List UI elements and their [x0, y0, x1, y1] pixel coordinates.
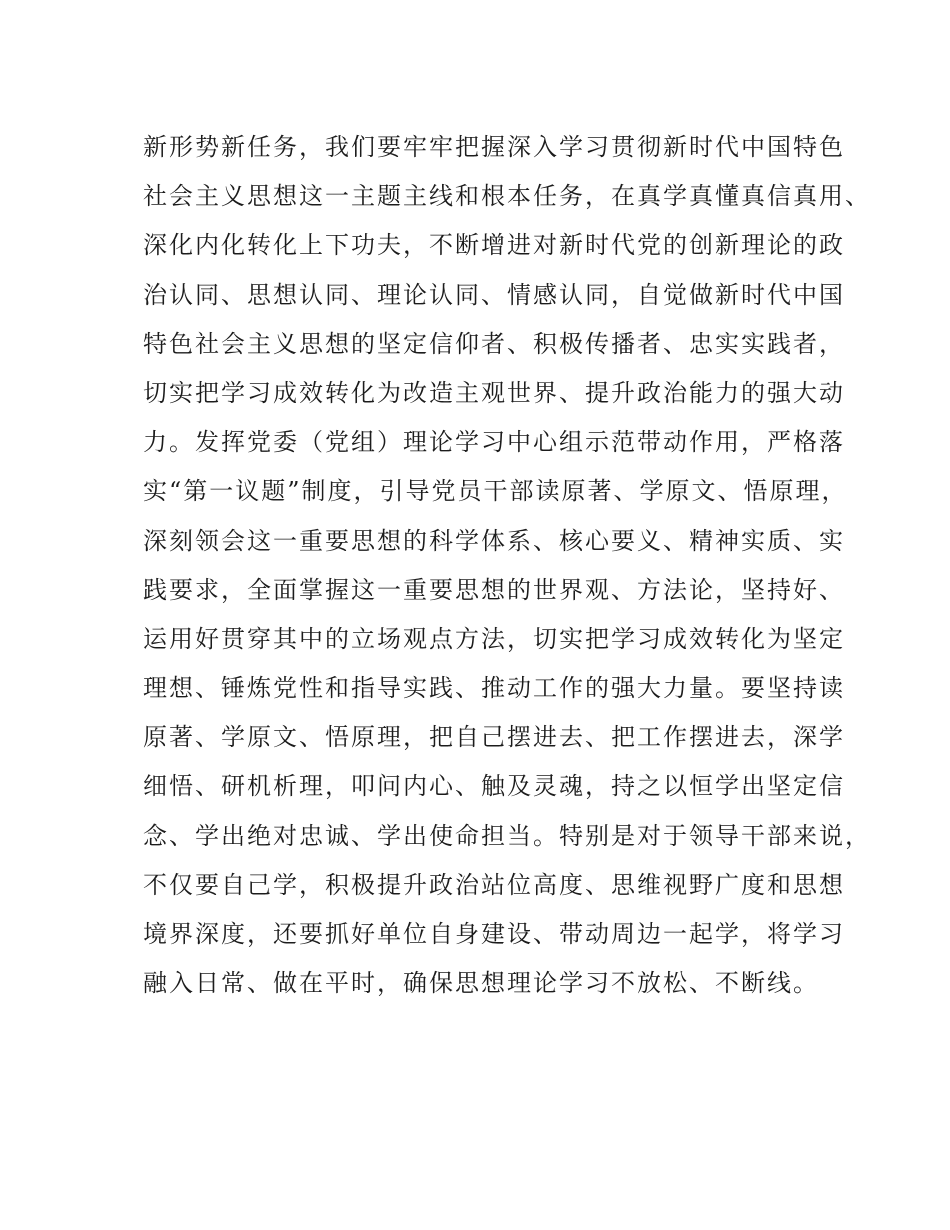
text-line: 新形势新任务，我们要牢牢把握深入学习贯彻新时代中国特色 [143, 133, 845, 161]
text-line: 社会主义思想这一主题主线和根本任务，在真学真懂真信真用、 [143, 182, 871, 211]
text-line: 原著、学原文、悟原理，把自己摆进去、把工作摆进去，深学 [143, 723, 845, 752]
text-line: 不仅要自己学，积极提升政治站位高度、思维视野广度和思想 [143, 870, 845, 899]
text-line: 践要求，全面掌握这一重要思想的世界观、方法论，坚持好、 [143, 575, 845, 604]
text-line: 深刻领会这一重要思想的科学体系、核心要义、精神实质、实 [143, 526, 845, 555]
text-line: 融入日常、做在平时，确保思想理论学习不放松、不断线。 [143, 969, 819, 998]
text-line: 念、学出绝对忠诚、学出使命担当。特别是对于领导干部来说， [143, 821, 871, 850]
text-line: 境界深度，还要抓好单位自身建设、带动周边一起学，将学习 [143, 920, 845, 948]
text-line: 细悟、研机析理，叩问内心、触及灵魂，持之以恒学出坚定信 [143, 772, 845, 801]
text-line: 特色社会主义思想的坚定信仰者、积极传播者、忠实实践者， [143, 329, 845, 358]
text-line: 治认同、思想认同、理论认同、情感认同，自觉做新时代中国 [143, 280, 845, 309]
text-line: 深化内化转化上下功夫，不断增进对新时代党的创新理论的政 [143, 231, 845, 260]
text-line: 理想、锤炼党性和指导实践、推动工作的强大力量。要坚持读 [143, 674, 845, 703]
text-line: 实“第一议题”制度，引导党员干部读原著、学原文、悟原理， [143, 477, 848, 506]
body-paragraph [143, 123, 871, 1008]
text-line: 力。发挥党委（党组）理论学习中心组示范带动作用，严格落 [143, 428, 845, 457]
text-line: 运用好贯穿其中的立场观点方法，切实把学习成效转化为坚定 [143, 624, 845, 653]
text-line: 切实把学习成效转化为改造主观世界、提升政治能力的强大动 [143, 378, 845, 407]
